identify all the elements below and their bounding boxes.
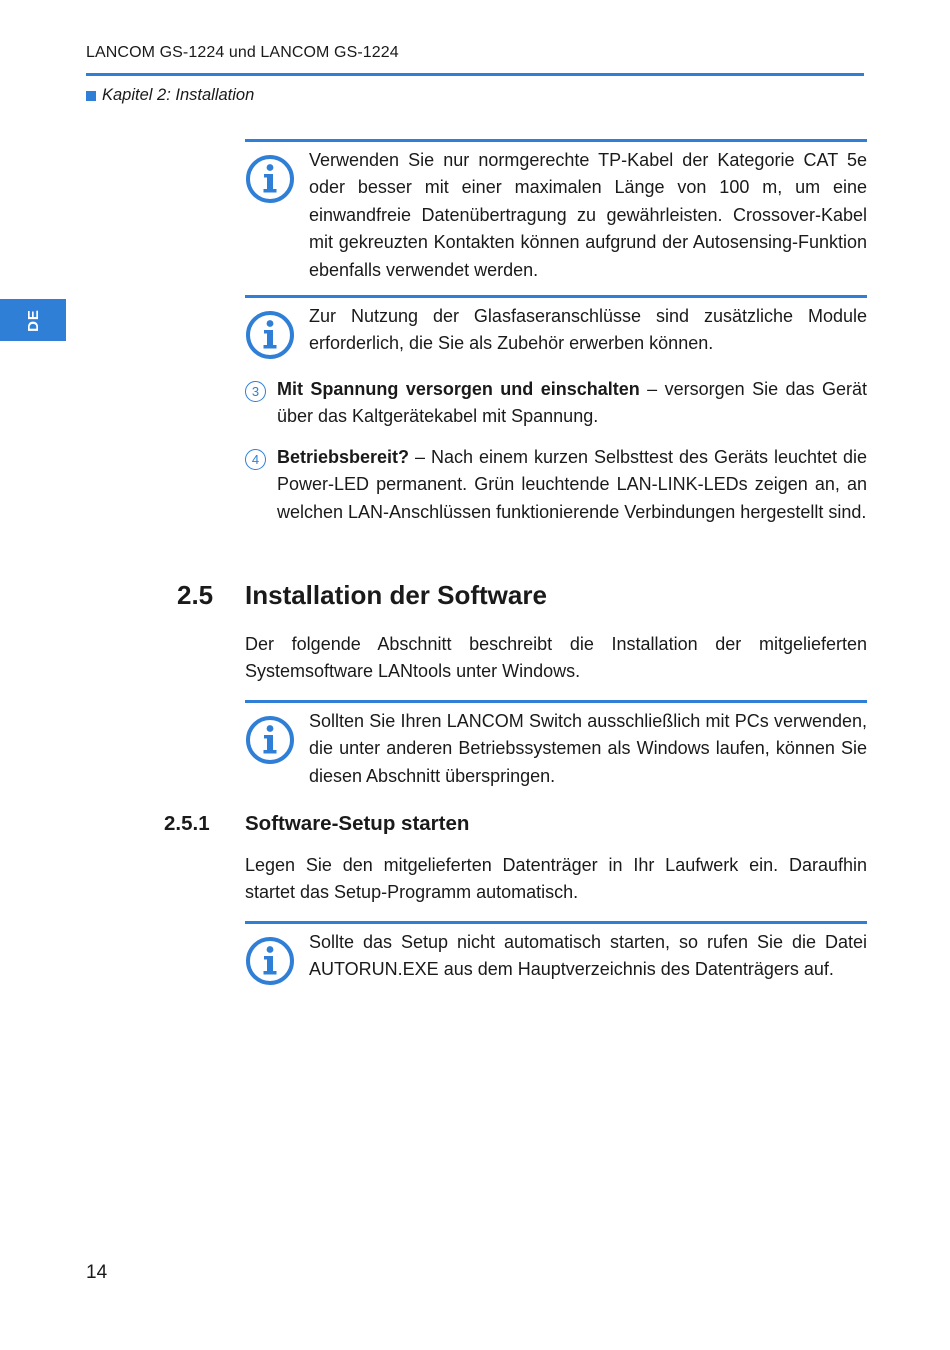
chapter-title: Kapitel 2: Installation	[102, 86, 255, 104]
language-tab-label: DE	[24, 308, 42, 332]
info-note	[245, 295, 867, 368]
section-title: Installation der Software	[245, 580, 547, 610]
step-number: 3	[245, 381, 266, 402]
step-number: 4	[245, 449, 266, 470]
step-description: – versorgen Sie das Gerät über das Kaltgerätekabel mit Spannung.	[277, 379, 867, 427]
info-note	[245, 700, 867, 798]
info-note-text: Sollten Sie Ihren LANCOM Switch ausschließlich mit PCs verwenden, die unter anderen Betriebssystemen als Windows laufen, können Sie diesen Abschnitt überspringen.	[309, 711, 867, 786]
step-title: Betriebsbereit?	[277, 447, 410, 467]
page-number: 14	[86, 1262, 108, 1283]
info-note-text: Zur Nutzung der Glasfaseranschlüsse sind zusätzliche Module erforderlich, die Sie als Zubehör erwerben können.	[309, 306, 867, 354]
language-tab	[0, 299, 66, 341]
step-text	[277, 376, 867, 431]
info-note	[245, 139, 867, 292]
step-title: Mit Spannung versorgen und einschalten	[277, 379, 640, 399]
info-note-text: Verwenden Sie nur normgerechte TP-Kabel der Kategorie CAT 5e oder besser mit einer maximalen Länge von 100 m, um eine einwandfreie Datenübertragung zu gewährleisten. Crossover-Kabel mit gekreuzten Kontakten können aufgrund der Autosensing-Funktion ebenfalls verwendet werden.	[309, 150, 867, 280]
header-title: LANCOM GS-1224 und LANCOM GS-1224	[86, 44, 399, 61]
info-icon	[245, 154, 295, 204]
chapter-label	[86, 86, 254, 105]
info-note-text: Sollte das Setup nicht automatisch starten, so rufen Sie die Datei AUTORUN.EXE aus dem Hauptverzeichnis des Datenträgers auf.	[309, 932, 867, 980]
info-icon	[245, 715, 295, 765]
info-icon	[245, 310, 295, 360]
section-intro: Der folgende Abschnitt beschreibt die Installation der mitgelieferten Systemsoftware LANtools unter Windows.	[245, 634, 867, 682]
subsection-title: Software-Setup starten	[245, 812, 470, 835]
step-text	[277, 444, 867, 526]
step-description: – Nach einem kurzen Selbsttest des Geräts leuchtet die Power-LED permanent. Grün leuchtende LAN-LINK-LEDs zeigen an, an welchen LAN-Anschlüssen funktionierende Verbindungen hergestellt sind.	[277, 447, 867, 522]
section-number: 2.5	[177, 580, 214, 610]
info-note	[245, 921, 867, 994]
subsection-number: 2.5.1	[164, 812, 210, 835]
header-rule	[86, 73, 864, 76]
info-icon	[245, 936, 295, 986]
chapter-square-icon	[86, 91, 96, 101]
subsection-text: Legen Sie den mitgelieferten Datenträger in Ihr Laufwerk ein. Daraufhin startet das Setup-Programm automatisch.	[245, 855, 867, 903]
